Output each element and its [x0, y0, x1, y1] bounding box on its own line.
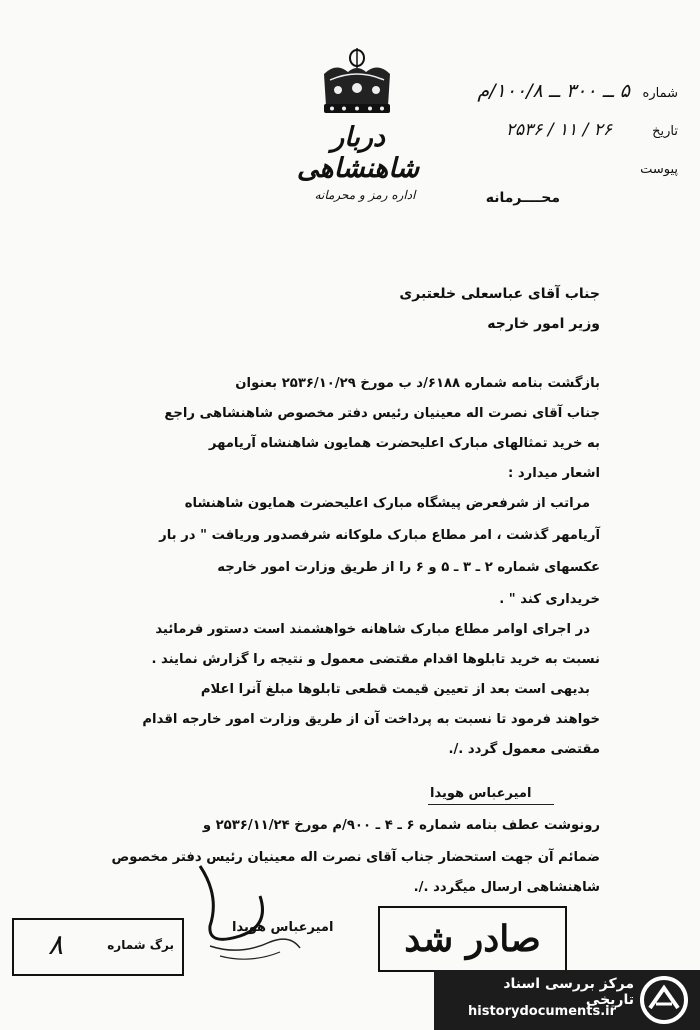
body-line: عکسهای شماره ۲ ـ ۳ ـ ۵ و ۶ را از طریق وزارت امور خارجه [217, 560, 600, 575]
body-line: در اجرای اوامر مطاع مبارک شاهانه خواهشمند است دستور فرمائید [155, 622, 590, 637]
body-line: جناب آقای نصرت اله معینیان رئیس دفتر مخصوص شاهنشاهی راجع [164, 406, 600, 421]
body-line: آریامهر گذشت ، امر مطاع مبارک ملوکانه شرفصدور وریافت " در بار [159, 528, 600, 543]
body-line: به خرید تمثالهای مبارک اعلیحضرت همایون شاهنشاه آریامهر [208, 436, 600, 451]
copy-note-line: شاهنشاهی ارسال میگردد ./. [413, 880, 600, 895]
date-label: تاریخ [652, 124, 678, 139]
sheet-number-slip [12, 918, 184, 976]
handwritten-initials [180, 856, 330, 966]
recipient-name: جناب آقای عباسعلی خلعتبری [399, 286, 600, 302]
imperial-crown-icon [318, 44, 396, 118]
issued-stamp [378, 906, 567, 972]
watermark-title: مرکز بررسی اسناد تاریخی [503, 976, 634, 1008]
body-line: خواهند فرمود تا نسبت به پرداخت آن از طریق وزارت امور خارجه اقدام [142, 712, 600, 727]
archive-logo-icon [636, 974, 692, 1026]
body-line: مقتضی معمول گردد ./. [448, 742, 600, 757]
classification: محــــرمانه [485, 190, 560, 206]
copy-note-line: ضمائم آن جهت استحضار جناب آقای نصرت اله معینیان رئیس دفتر مخصوص [111, 850, 600, 865]
body-line: خریداری کند " . [499, 592, 600, 607]
court-name: دربار شاهنشاهی [296, 122, 420, 184]
body-line: بازگشت بنامه شماره ۶۱۸۸/د ب مورخ ۲۵۳۶/۱۰/۲۹ بعنوان [235, 376, 600, 391]
attachment-label: پیوست [640, 162, 678, 177]
department-name: اداره رمز و محرمانه [314, 188, 416, 202]
body-line: بدیهی است بعد از تعیین قیمت قطعی تابلوها مبلغ آنرا اعلام [200, 682, 590, 697]
number-label: شماره [642, 86, 678, 101]
stamp-text: صادر شد [404, 918, 541, 960]
copy-note-line: رونوشت عطف بنامه شماره ۶ ـ ۴ ـ ۹۰۰/م مورخ ۲۵۳۶/۱۱/۲۴ و [202, 818, 600, 833]
body-line: اشعار میدارد : [508, 466, 600, 481]
watermark-url: historydocuments.ir [468, 1004, 617, 1019]
body-line: مراتب از شرفعرض پیشگاه مبارک اعلیحضرت همایون شاهنشاه [184, 496, 590, 511]
slip-label: برگ شماره [107, 938, 174, 952]
number-value: ۵ ــ ۳۰۰ ــ ۱۰۰/۸/م [477, 80, 630, 102]
signature-line [428, 804, 554, 805]
date-value: ۲۶ / ۱۱ / ۲۵۳۶ [505, 120, 612, 140]
signature-name: امیرعباس هویدا [430, 786, 532, 801]
signature-name-copy: امیرعباس هویدا [232, 920, 334, 935]
recipient-title: وزیر امور خارجه [487, 316, 600, 332]
slip-number: ۸ [48, 928, 64, 961]
body-line: نسبت به خرید تابلوها اقدام مقتضی معمول و نتیجه را گزارش نمایند . [151, 652, 600, 667]
